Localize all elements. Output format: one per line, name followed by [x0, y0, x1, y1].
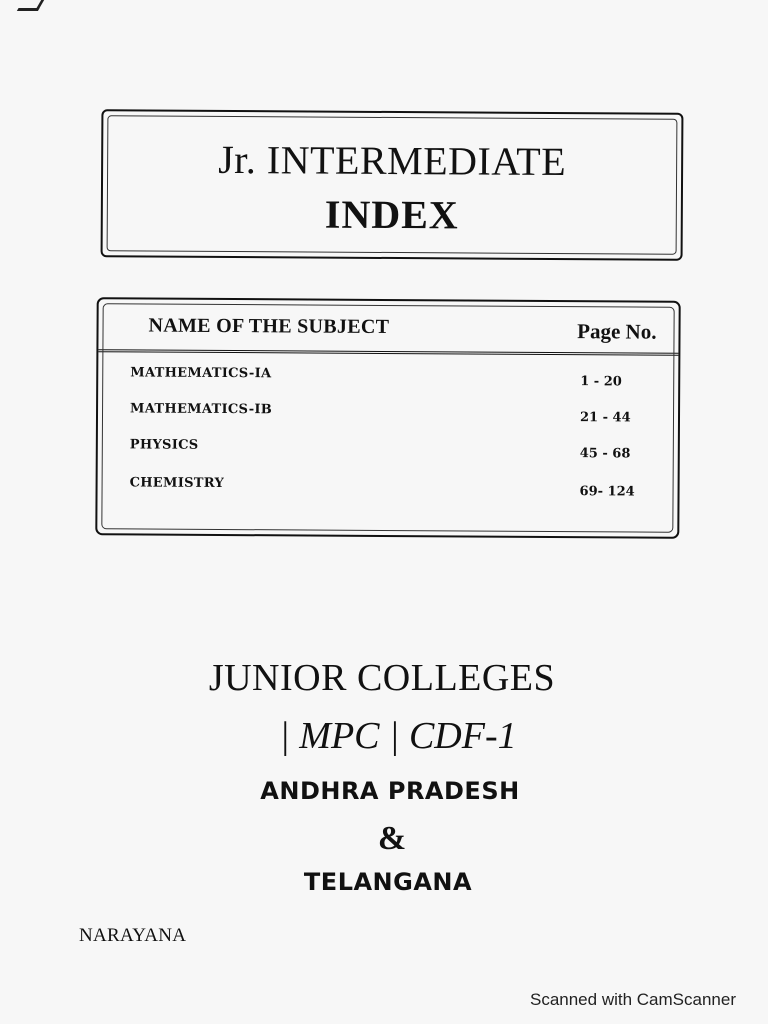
index-table-header — [98, 299, 678, 356]
table-row — [130, 475, 650, 500]
andhra-pradesh-label: ANDHRA PRADESH — [260, 777, 520, 805]
telangana-label: TELANGANA — [303, 868, 473, 896]
subject-name: CHEMISTRY — [129, 475, 225, 491]
subject-name: MATHEMATICS-IB — [130, 401, 273, 418]
title-index: INDEX — [324, 191, 459, 238]
scanner-watermark: Scanned with CamScanner — [529, 990, 736, 1009]
column-header-subject: NAME OF THE SUBJECT — [148, 314, 390, 339]
ampersand: & — [377, 820, 407, 857]
subject-name: MATHEMATICS-IA — [130, 365, 272, 382]
title-box — [101, 109, 684, 261]
page-range: 21 - 44 — [579, 410, 631, 426]
index-table — [95, 297, 680, 539]
page-range: 69- 124 — [579, 484, 635, 500]
mpc-cdf-line: | MPC | CDF-1 — [279, 715, 517, 757]
page-range: 1 - 20 — [580, 374, 622, 390]
junior-colleges-heading: JUNIOR COLLEGES — [208, 657, 556, 699]
column-header-page-no: Page No. — [577, 319, 657, 344]
table-row — [130, 401, 650, 426]
publisher-name: NARAYANA — [79, 925, 187, 946]
table-row — [130, 437, 650, 462]
title-jr-intermediate: Jr. INTERMEDIATE — [218, 136, 567, 185]
table-row — [130, 365, 650, 390]
page-range: 45 - 68 — [579, 446, 631, 462]
subject-name: PHYSICS — [129, 437, 199, 453]
scan-corner-mark — [17, 0, 44, 11]
